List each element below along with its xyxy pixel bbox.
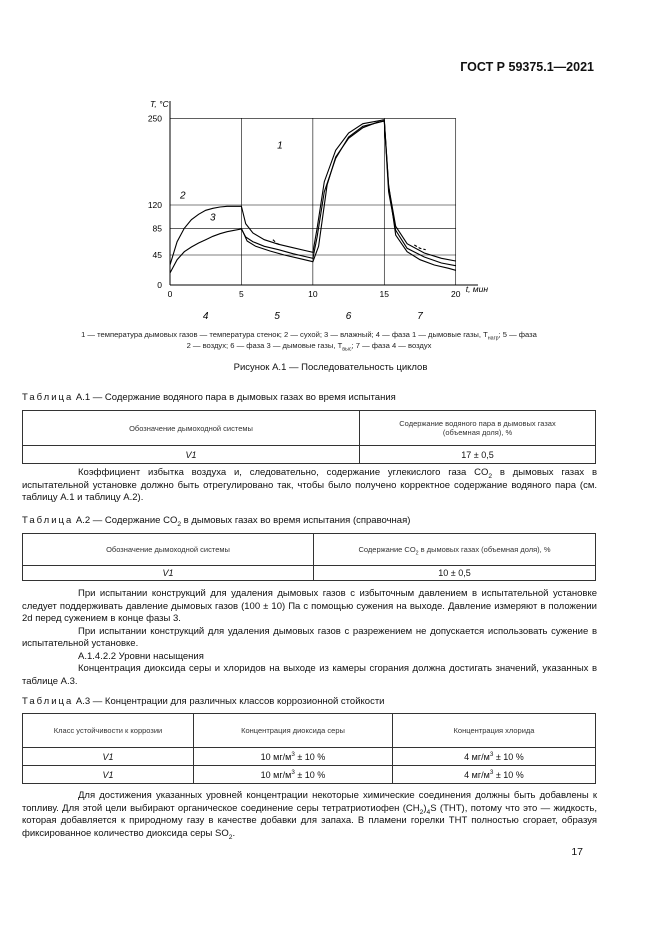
table2-header-co2-sub: 2 xyxy=(415,550,419,557)
table2-title-b: в дымовых газах во время испытания (справочная) xyxy=(181,515,411,526)
table3-so2-b: ± 10 % xyxy=(294,769,326,780)
table1-header-water xyxy=(360,411,596,446)
para6-sub3: 2 xyxy=(228,833,233,841)
table3-cl-a: 4 мг/м xyxy=(464,769,490,780)
table3-cell-so2 xyxy=(194,766,393,784)
table-row xyxy=(23,566,596,581)
table3-header-so2: Концентрация диоксида серы xyxy=(194,714,393,748)
paragraph-block xyxy=(22,588,597,688)
para1-b: в дымовых газах в испытательной установке должно быть отрегулировано так, чтобы было получено корректное содержание водяного пара (см. таблицу А.1 и таблицу А.2). xyxy=(22,467,597,503)
table3-cl-b: ± 10 % xyxy=(493,751,524,762)
table2-prefix: Таблица xyxy=(22,515,74,526)
legend-line-1b: ; 5 — фаза xyxy=(498,330,537,339)
para6-a: Для достижения указанных уровней концентрации некоторые химические соединения должны быть добавлены к топливу. Для этой цели выбирают органическое соединение серы тетратриотиофен (CH xyxy=(22,790,597,814)
table3-prefix: Таблица xyxy=(22,696,74,707)
table3-so2-b: ± 10 % xyxy=(294,751,326,762)
paragraph-2: При испытании конструкций для удаления дымовых газов с избыточным давлением в испытательной установке следует поддерживать давление дымовых газов (100 ± 10) Па с помощью сужения на выходе. Давление измеряют в положении 2d перед сужением в конце фазы 3. xyxy=(22,588,597,624)
table2-title-sub: 2 xyxy=(177,520,182,528)
table-row xyxy=(23,446,596,464)
x-tick-label: 15 xyxy=(379,289,390,299)
legend-line-2b: ; 7 — фаза 4 — воздух xyxy=(351,341,432,350)
paragraph-5: Концентрация диоксида серы и хлоридов на выходе из камеры сгорания должна достигать значений, указанных в таблице А.3. xyxy=(22,663,597,687)
page-number: 17 xyxy=(571,846,583,858)
table1-title: А.1 — Содержание водяного пара в дымовых газах во время испытания xyxy=(75,392,396,403)
legend-sub-2: выс xyxy=(342,346,352,353)
table3-cell-so2 xyxy=(194,748,393,766)
para6-b: ) xyxy=(423,802,427,814)
paragraph-4: А.1.4.2.2 Уровни насыщения xyxy=(78,650,204,662)
table-row xyxy=(23,748,596,766)
table1-prefix: Таблица xyxy=(22,392,74,403)
y-tick-label: 45 xyxy=(152,250,162,260)
table1-cell-system: V1 xyxy=(23,446,360,464)
table2-cell-system: V1 xyxy=(23,566,314,581)
x-axis-label: t, мин xyxy=(465,284,489,294)
phase-label: 4 xyxy=(202,311,209,322)
table3-header-class: Класс устойчивости к коррозии xyxy=(23,714,194,748)
y-tick-label: 85 xyxy=(152,223,162,234)
legend-sub-1: нагр xyxy=(487,335,499,342)
curve-label: 1 xyxy=(277,140,283,152)
para6-sub2: 4 xyxy=(426,808,431,816)
table3-cell-class: V1 xyxy=(23,748,194,766)
paragraph-1 xyxy=(22,467,597,505)
curve-label: 3 xyxy=(210,212,216,224)
x-tick-label: 10 xyxy=(308,289,318,299)
y-tick-label: 120 xyxy=(147,200,162,210)
para6-d: . xyxy=(232,827,236,839)
x-tick-label: 20 xyxy=(450,289,461,299)
phase-label: 5 xyxy=(274,311,280,322)
table3-so2-sup: 3 xyxy=(291,750,295,758)
table3-so2-a: 10 мг/м xyxy=(260,751,292,762)
table3-header-chloride: Концентрация хлорида xyxy=(393,714,596,748)
figure-chart xyxy=(140,95,489,322)
table1-header-water-l2: (объемная доля), % xyxy=(442,428,513,437)
table2-header-co2-a: Содержание CO xyxy=(358,545,416,554)
figure-caption: Рисунок А.1 — Последовательность циклов xyxy=(233,362,428,373)
table3-cl-sup: 3 xyxy=(489,768,494,776)
table3 xyxy=(22,713,596,784)
table2-header-system: Обозначение дымоходной системы xyxy=(23,534,314,566)
table3-so2-sup: 3 xyxy=(291,768,295,776)
table3-cl-b: ± 10 % xyxy=(493,769,524,780)
legend-line-2a: 2 — воздух; 6 — фаза 3 — дымовые газы, T xyxy=(186,341,343,350)
curve-label: 2 xyxy=(180,190,186,202)
table1-header-system: Обозначение дымоходной системы xyxy=(23,411,360,446)
table2-title-a: А.2 — Содержание CO xyxy=(75,515,178,526)
table3-cell-chloride xyxy=(393,766,596,784)
table3-cl-sup: 3 xyxy=(489,750,494,758)
paragraph-3: При испытании конструкций для удаления дымовых газов с разрежением не допускается использовать сужение в испытательной установке. xyxy=(22,625,597,649)
table2-header-co2-b: в дымовых газах (объемная доля), % xyxy=(418,545,551,554)
table3-cl-a: 4 мг/м xyxy=(464,751,490,762)
phase-label: 6 xyxy=(345,311,352,322)
x-tick-label: 0 xyxy=(167,289,173,299)
series-line-1 xyxy=(241,121,455,270)
table1-cell-water: 17 ± 0,5 xyxy=(360,446,596,464)
para1-sub: 2 xyxy=(488,472,493,480)
table3-title: А.3 — Концентрации для различных классов коррозионной стойкости xyxy=(75,696,385,707)
table3-caption xyxy=(22,696,384,707)
document-header: ГОСТ Р 59375.1—2021 xyxy=(460,60,594,74)
para6-sub1: 2 xyxy=(419,808,424,816)
table3-cell-class: V1 xyxy=(23,766,194,784)
paragraph-6 xyxy=(22,790,597,840)
figure-legend xyxy=(22,329,596,351)
table3-so2-a: 10 мг/м xyxy=(260,769,292,780)
table3-cell-chloride xyxy=(393,748,596,766)
phase-label: 7 xyxy=(417,311,423,322)
legend-line-1a: 1 — температура дымовых газов — температура стенок; 2 — сухой; 3 — влажный; 4 — фаза 1 — дымовые газы, T xyxy=(81,330,488,339)
table1-header-water-l1: Содержание водяного пара в дымовых газах xyxy=(399,419,556,428)
table1-caption xyxy=(22,392,396,403)
para1-a: Коэффициент избытка воздуха и, следовательно, содержание углекислого газа CO xyxy=(78,467,489,478)
table2 xyxy=(22,533,596,581)
y-tick-label: 250 xyxy=(147,113,162,124)
table-row xyxy=(23,766,596,784)
x-tick-label: 5 xyxy=(239,289,244,299)
para6-c: S (THT), потому что это — жидкость, которая добавляется к природному газу в качестве добавки для запаха. В пламени горелки THT полностью сгорает, образуя фиксированное количество диоксида серы SO xyxy=(22,802,597,839)
y-axis-label: T, °C xyxy=(150,99,169,109)
table2-caption xyxy=(22,515,410,526)
table1 xyxy=(22,410,596,464)
table2-cell-co2: 10 ± 0,5 xyxy=(314,566,596,581)
table2-header-co2 xyxy=(314,534,596,566)
y-tick-label: 0 xyxy=(157,280,162,290)
